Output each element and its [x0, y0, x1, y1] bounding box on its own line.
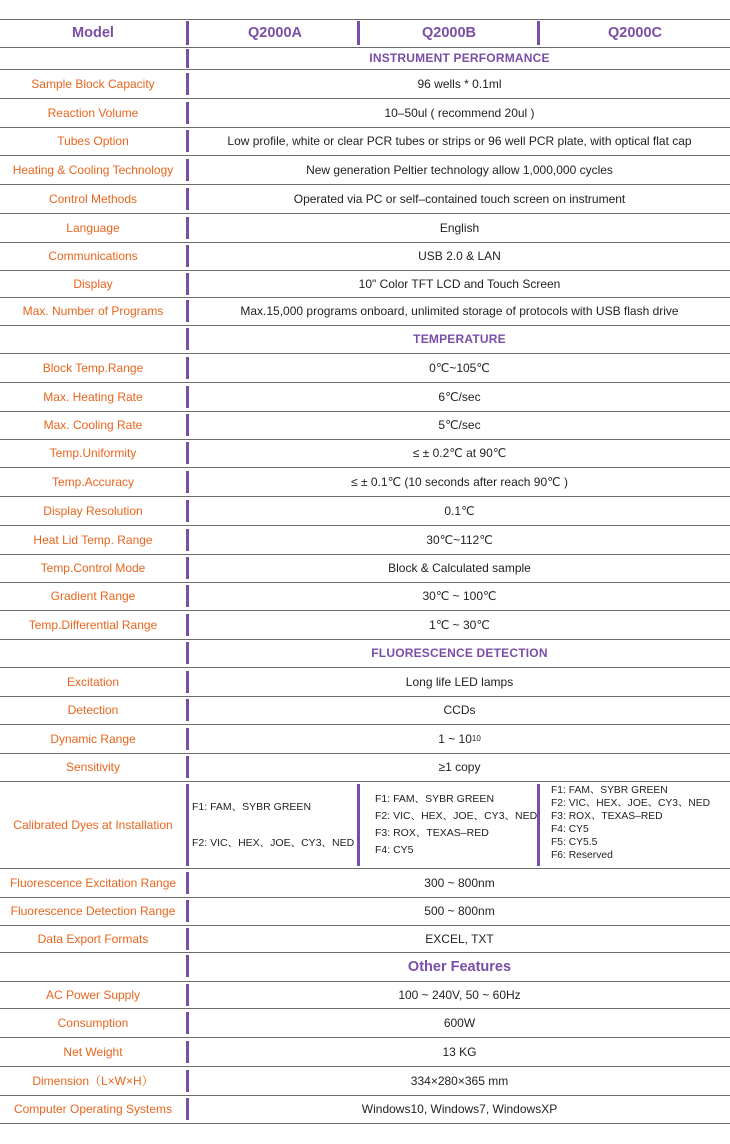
row-value: Low profile, white or clear PCR tubes or strips or 96 well PCR plate, with optical flat cap — [227, 134, 692, 148]
dye-line: F1: FAM、SYBR GREEN — [551, 785, 668, 796]
dye-line: F6: Reserved — [551, 850, 613, 861]
divider — [537, 784, 540, 866]
row-value: 300 ~ 800nm — [424, 875, 495, 890]
row-label: Dynamic Range — [50, 731, 136, 746]
row-label: Fluorescence Excitation Range — [9, 875, 177, 890]
row-label: Display Resolution — [43, 503, 143, 518]
section-instrument-performance: INSTRUMENT PERFORMANCE — [369, 51, 550, 65]
dyes-q2000c — [551, 784, 710, 862]
model-header: Model — [72, 25, 114, 41]
divider — [357, 784, 360, 866]
section-temperature: TEMPERATURE — [413, 332, 506, 346]
row-value: ≤ ± 0.1℃ (10 seconds after reach 90℃ ) — [351, 474, 568, 489]
row-label: Gradient Range — [50, 589, 136, 603]
row-label: Detection — [67, 703, 119, 717]
row-label: Max. Cooling Rate — [43, 418, 143, 432]
calibrated-dyes-label: Calibrated Dyes at Installation — [13, 817, 173, 832]
dyes-q2000b — [375, 791, 537, 859]
row-value: 1℃ ~ 30℃ — [429, 617, 490, 632]
row-value: USB 2.0 & LAN — [418, 249, 501, 263]
row-label: Block Temp.Range — [42, 360, 144, 375]
row-value: English — [439, 220, 480, 235]
row-label: Dimension（L×W×H） — [32, 1073, 154, 1088]
row-label: Tubes Option — [57, 134, 129, 148]
row-value: ≥1 copy — [438, 760, 481, 774]
row-value: Operated via PC or self–contained touch screen on instrument — [293, 191, 626, 206]
row-value: ≤ ± 0.2℃ at 90℃ — [412, 446, 507, 460]
row-value: 5℃/sec — [438, 418, 481, 432]
row-value: Windows10, Windows7, WindowsXP — [361, 1102, 558, 1116]
dynamic-range-base: 1 ~ 10 — [438, 731, 472, 746]
row-value: 600W — [443, 1015, 476, 1030]
row-label: Data Export Formats — [37, 931, 149, 946]
section-other-features: Other Features — [407, 958, 512, 975]
row-label: Reaction Volume — [47, 105, 139, 120]
row-value: Long life LED lamps — [405, 674, 514, 689]
row-label: Computer Operating Systems — [13, 1102, 173, 1116]
model-q2000b: Q2000B — [421, 25, 476, 41]
row-value: EXCEL, TXT — [425, 931, 494, 946]
row-label: Consumption — [57, 1015, 129, 1030]
dye-line: F1: FAM、SYBR GREEN — [375, 793, 495, 805]
dye-line: F4: CY5 — [551, 824, 589, 835]
dynamic-range-value: 1 ~ 10 10 — [438, 731, 481, 746]
row-value: 30℃ ~ 100℃ — [422, 589, 497, 603]
row-value: 334×280×365 mm — [410, 1073, 509, 1088]
row-label: Net Weight — [63, 1044, 123, 1059]
dye-line: F3: ROX、TEXAS–RED — [375, 827, 489, 839]
dyes-q2000a — [192, 799, 354, 852]
row-label: AC Power Supply — [45, 987, 141, 1002]
row-value: 0℃~105℃ — [429, 360, 490, 375]
row-label: Display — [73, 276, 113, 291]
row-value: 6℃/sec — [438, 389, 481, 404]
row-label: Excitation — [66, 674, 120, 689]
row-value: Max.15,000 programs onboard, unlimited storage of protocols with USB flash drive — [240, 304, 679, 318]
row-value: 10" Color TFT LCD and Touch Screen — [358, 276, 561, 291]
row-value: 30℃~112℃ — [426, 532, 493, 547]
dye-line: F3: ROX、TEXAS–RED — [551, 811, 663, 822]
dye-line: F5: CY5.5 — [551, 837, 598, 848]
model-q2000c: Q2000C — [607, 25, 662, 41]
divider — [186, 784, 189, 866]
row-label: Temp.Accuracy — [51, 474, 135, 489]
row-label: Temp.Control Mode — [40, 561, 146, 575]
row-value: 0.1℃ — [444, 503, 475, 518]
row-label: Sensitivity — [65, 760, 121, 774]
row-value: 96 wells * 0.1ml — [417, 76, 502, 91]
row-label: Max. Number of Programs — [22, 304, 164, 318]
dye-line: F2: VIC、HEX、JOE、CY3、NED — [551, 798, 711, 809]
row-value: Block & Calculated sample — [388, 561, 531, 575]
dye-line: F1: FAM、SYBR GREEN — [192, 801, 312, 813]
row-label: Control Methods — [48, 191, 138, 206]
section-fluorescence-detection: FLUORESCENCE DETECTION — [371, 646, 548, 660]
row-label: Temp.Differential Range — [28, 617, 158, 632]
dye-line: F4: CY5 — [375, 844, 414, 856]
row-label: Max. Heating Rate — [43, 389, 143, 404]
dye-line: F2: VIC、HEX、JOE、CY3、NED — [192, 837, 355, 849]
row-value: 500 ~ 800nm — [424, 904, 495, 918]
dye-line: F2: VIC、HEX、JOE、CY3、NED — [375, 810, 538, 822]
row-label: Heating & Cooling Technology — [12, 162, 174, 177]
row-label: Fluorescence Detection Range — [10, 904, 176, 918]
model-q2000a: Q2000A — [247, 25, 302, 41]
row-value: CCDs — [443, 703, 476, 717]
row-label: Temp.Uniformity — [49, 446, 137, 460]
row-label: Communications — [48, 249, 138, 263]
row-label: Language — [66, 220, 120, 235]
row-label: Sample Block Capacity — [31, 76, 155, 91]
row-value: 100 ~ 240V, 50 ~ 60Hz — [398, 987, 521, 1002]
row-value: 10–50ul ( recommend 20ul ) — [384, 105, 535, 120]
row-value: New generation Peltier technology allow 1,000,000 cycles — [306, 162, 613, 177]
row-label: Heat Lid Temp. Range — [33, 532, 153, 547]
row-value: 13 KG — [442, 1044, 477, 1059]
